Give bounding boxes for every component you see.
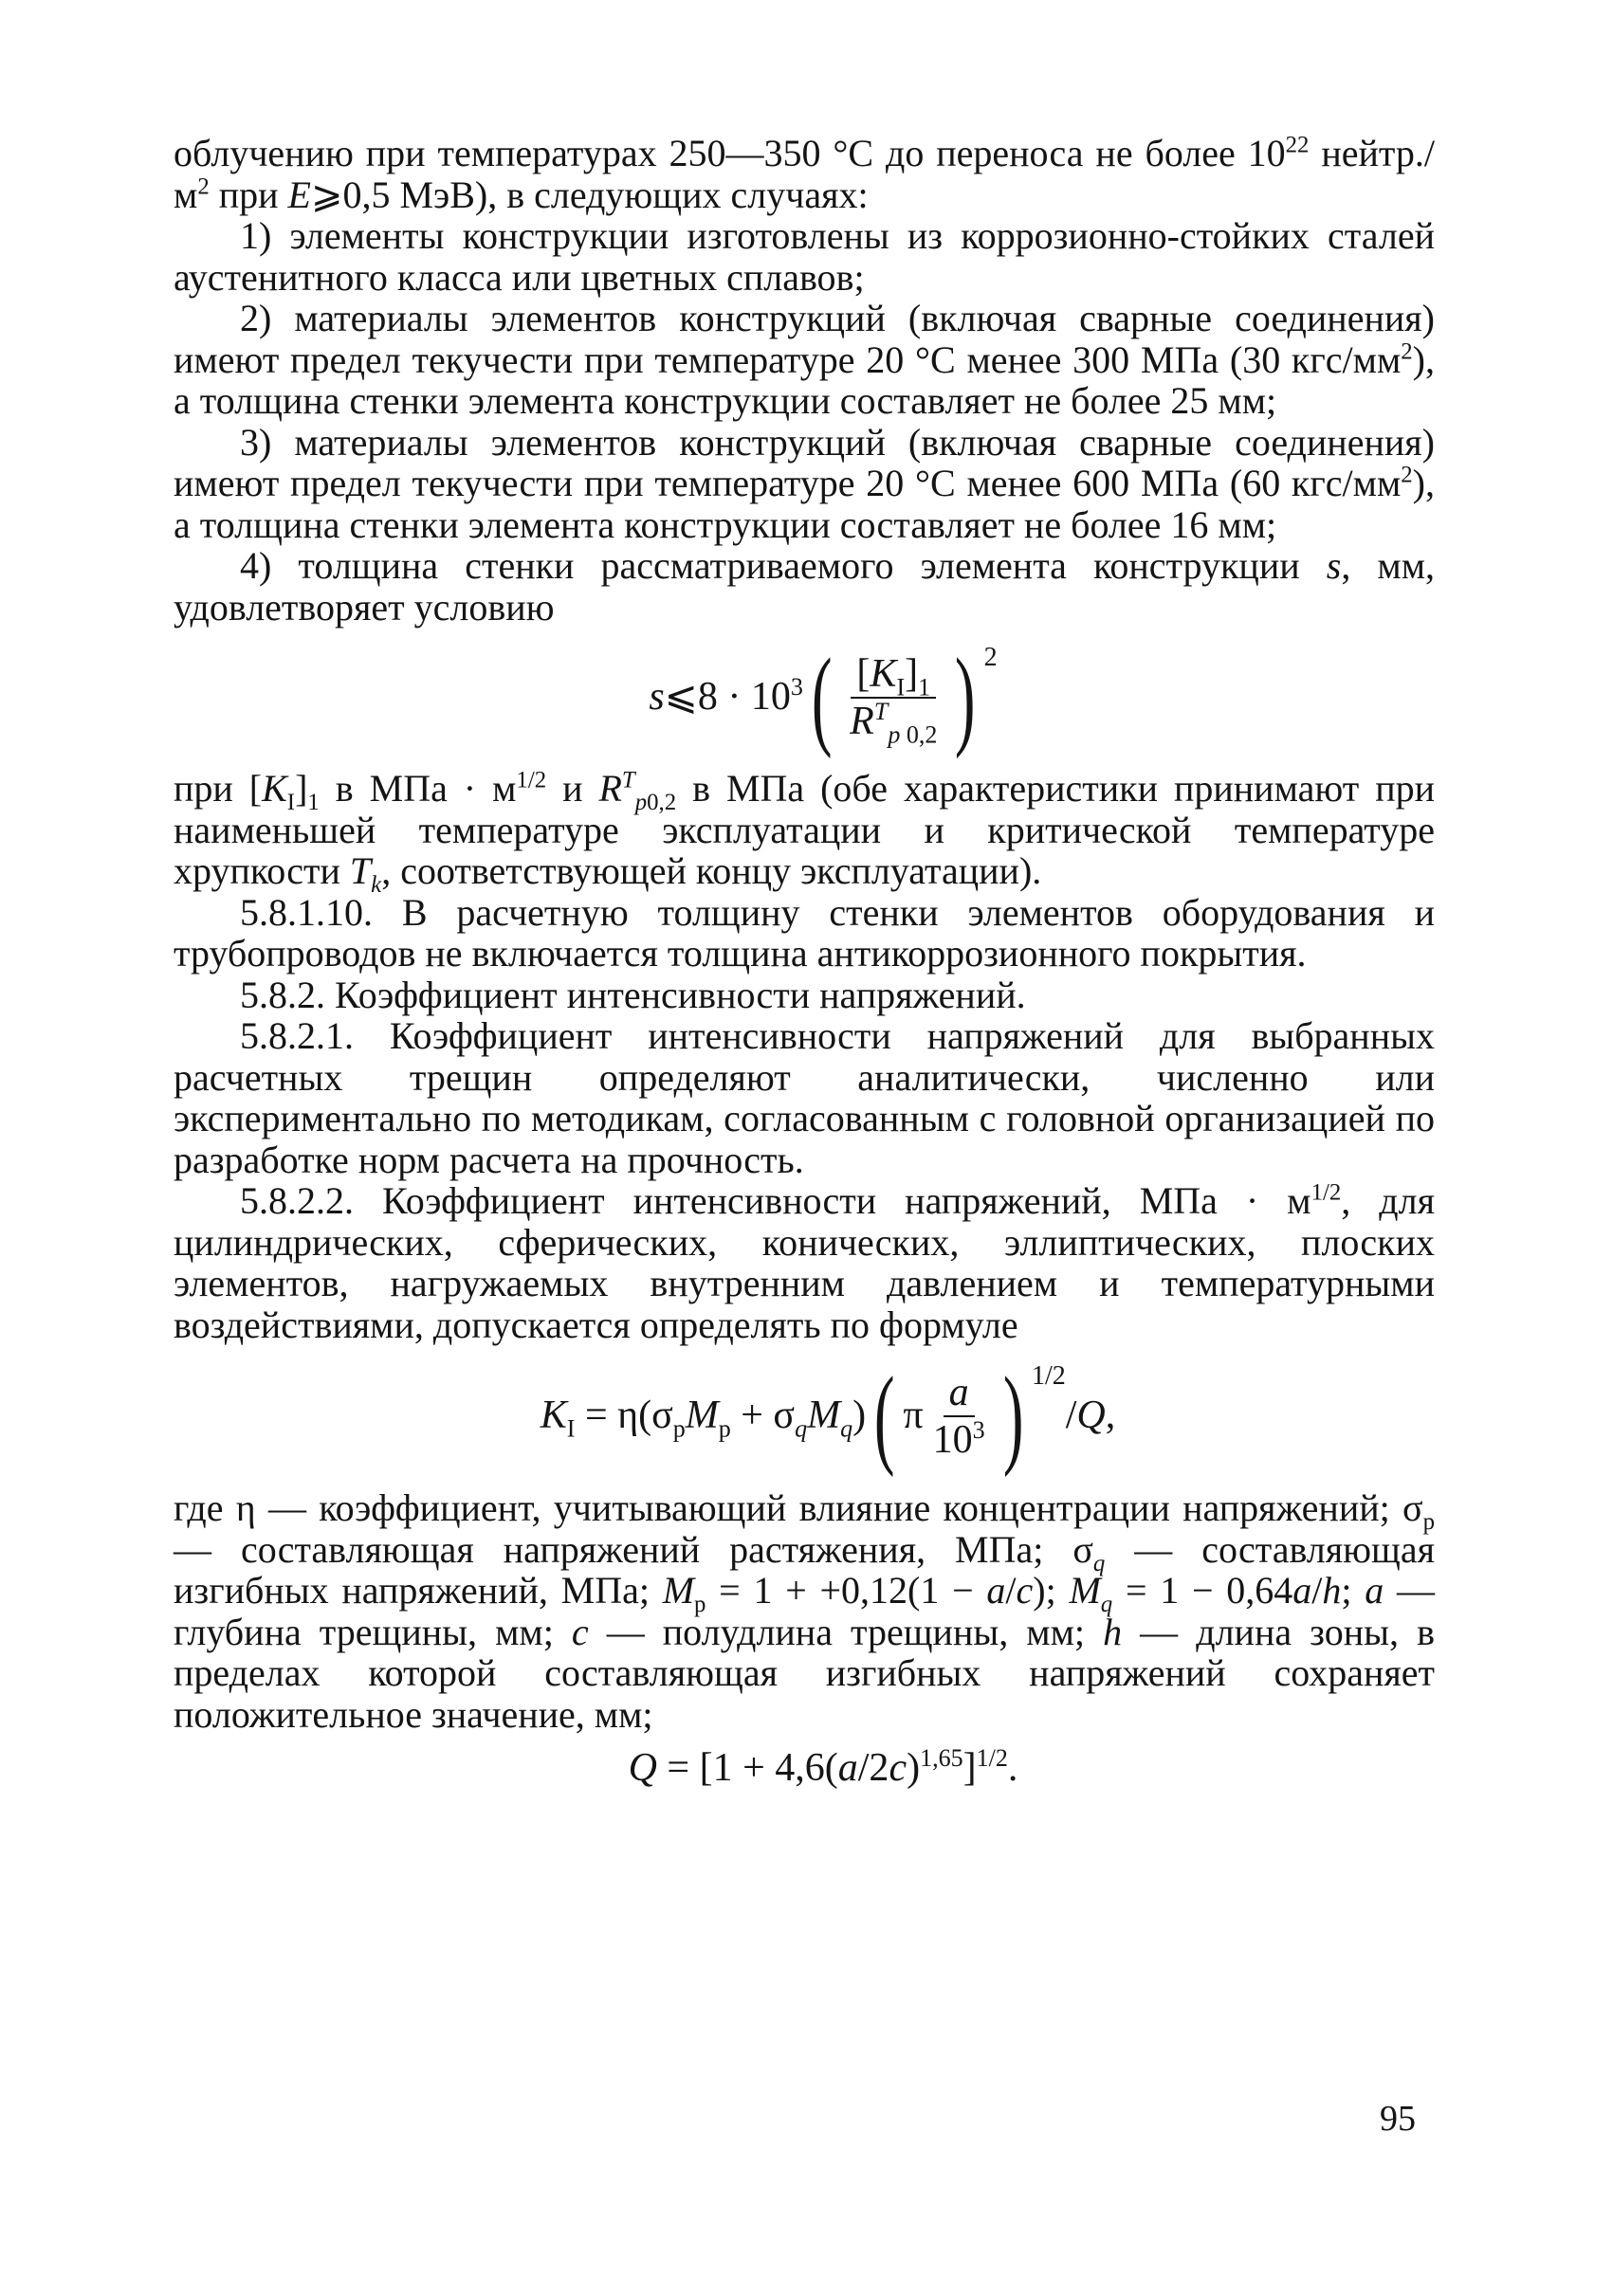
list-item-2: 2) материалы элементов конструкций (включая сварные соединения) имеют предел текучести при температуре 20 °С менее 300 МПа (30 кгс/$мм^2$), а толщина стенки элемента конструкции составляет не более 25 мм;: [174, 297, 1435, 422]
paragraph-definitions: где η — коэффициент, учитывающий влияние концентрации напряжений; $\sigma_р$ — составляющая напряжений растяжения, МПа; $\sigma_q$ — составляющая изгибных напряжений, МПа; $M_р = 1 + +0,12(1 - a/c)$; $M_q = 1 - 0,64a/h$; a — глубина трещины, мм; c — полудлина трещины, мм; h — длина зоны, в пределах которой составляющая изгибных напряжений сохраняет положительное значение, мм;: [174, 1486, 1436, 1736]
list-item-1: 1) элементы конструкции изготовлены из коррозионно-стойких сталей аустенитного класса или цветных сплавов;: [174, 214, 1435, 299]
page-number: 95: [1380, 2099, 1416, 2139]
paragraph-units: при $[K_I]_1$ в МПа · $м^{1/2}$ и $R^T_{p0,2}$ в МПа (обе характеристики принимают при наименьшей температуре эксплуатации и критической температуре хрупкости $T_k$, соответствующей концу эксплуатации).: [174, 767, 1436, 898]
formula-q: $Q = [1 + 4,6(a/2c)^{1,65}]^{1/2}$.: [628, 1744, 1018, 1791]
list-item-3: 3) материалы элементов конструкций (включая сварные соединения) имеют предел текучести при температуре 20 °С менее 600 МПа (60 кгс/$мм^2$), а толщина стенки элемента конструкции составляет не более 16 мм;: [174, 420, 1435, 546]
document-page: [174, 133, 1435, 1803]
formula-stress-intensity: $K_I = \eta(\sigma_рM_р + \sigma_qM_q)$ ( π $\frac{a}{10^3}$ ) 1/2 /Q,: [540, 1354, 1116, 1478]
paragraph-5-8-2-1: 5.8.2.1. Коэффициент интенсивности напряжений для выбранных расчетных трещин определяют аналитически, численно или экспериментально по методикам, согласованным с головной организацией по разработке норм расчета на прочность.: [174, 1014, 1435, 1181]
section-heading-5-8-2: 5.8.2. Коэффициент интенсивности напряжений.: [240, 973, 1026, 1016]
paragraph-5-8-2-2: 5.8.2.2. Коэффициент интенсивности напряжений, МПа · $м^{1/2}$, для цилиндрических, сферических, конических, эллиптических, плоских элементов, нагружаемых внутренним давлением и температурными воздействиями, допускается определять по формуле: [174, 1179, 1435, 1346]
paragraph-5-8-1-10: 5.8.1.10. В расчетную толщину стенки элементов оборудования и трубопроводов не включается толщина антикоррозионного покрытия.: [174, 890, 1435, 975]
list-item-4: 4) толщина стенки рассматриваемого элемента конструкции s, мм, удовлетворяет условию: [174, 544, 1436, 629]
formula-wall-thickness: s⩽8 · $10^3$ ( $\frac{[K_I]_1}{R^T_{p 0,2}}$ ) 2: [649, 635, 998, 759]
paragraph-intro: облучению при температурах 250—350 °С до переноса не более $10^{22}$ $нейтр./м^2$ при E⩾0,5 МэВ), в следующих случаях:: [174, 132, 1435, 216]
